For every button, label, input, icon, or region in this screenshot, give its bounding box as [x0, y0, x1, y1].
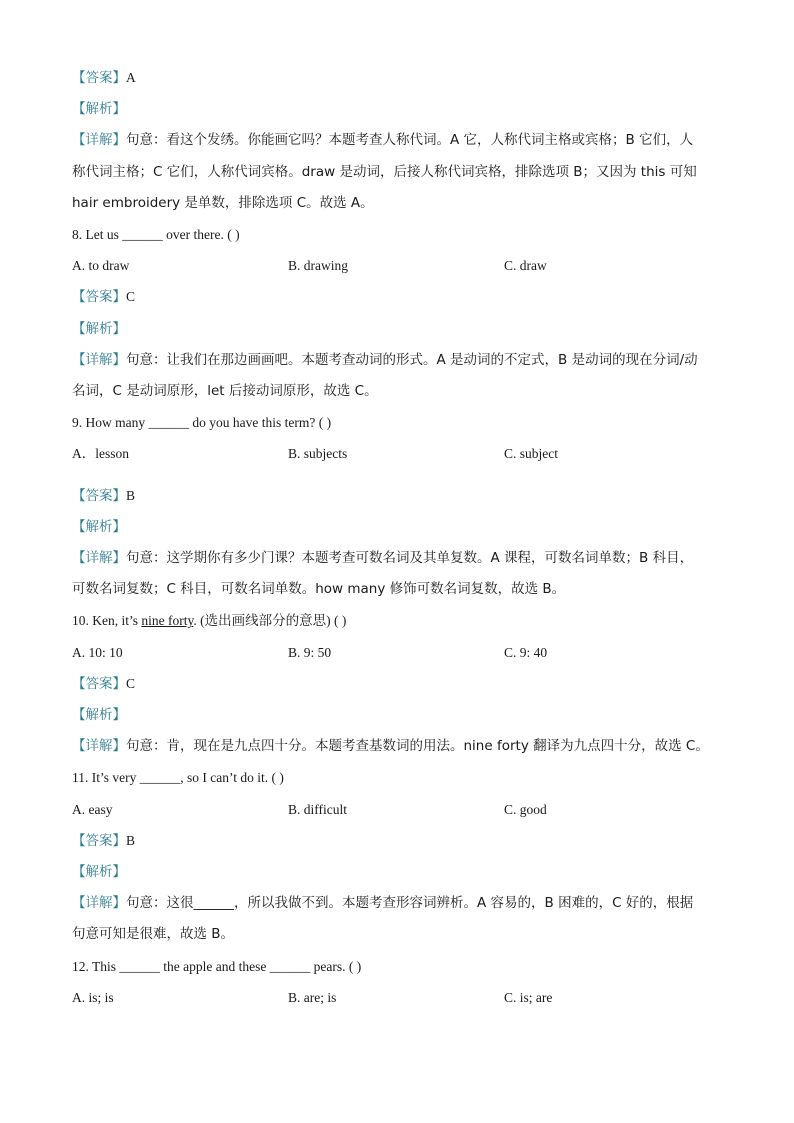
option-c: C. draw — [504, 258, 547, 274]
detail-tag: 【详解】 — [72, 738, 126, 755]
question-stem: 8. Let us ______ over there. ( ) — [72, 227, 240, 243]
option-row — [72, 637, 732, 668]
option-b: B. drawing — [288, 258, 348, 274]
detail-line — [72, 125, 732, 156]
stem-prefix: 10. Ken, it’s — [72, 613, 142, 629]
question-stem: 11. It’s very ______, so I can’t do it. ( ) — [72, 770, 284, 786]
answer-value: A — [126, 70, 136, 85]
analysis-line — [72, 314, 732, 345]
detail-tag: 【详解】 — [72, 132, 126, 149]
analysis-tag: 【解析】 — [72, 320, 126, 337]
detail-text: 句意：肯，现在是九点四十分。本题考查基数词的用法。nine forty 翻译为九点四十分，故选 C。 — [126, 738, 709, 755]
analysis-line — [72, 700, 732, 731]
option-b: B. are; is — [288, 989, 337, 1005]
answer-line — [72, 825, 732, 857]
answer-value: C — [126, 289, 136, 305]
detail-line — [72, 731, 732, 762]
detail-line — [72, 888, 732, 919]
detail-line — [72, 345, 732, 376]
detail-text: 句意：让我们在那边画画吧。本题考查动词的形式。A 是动词的不定式，B 是动词的现在分词/动 — [126, 351, 698, 368]
question-stem: 12. This ______ the apple and these ______ pears. ( ) — [72, 958, 362, 974]
answer-tag: 【答案】 — [72, 675, 126, 692]
detail-text: hair embroidery 是单数，排除选项 C。故选 A。 — [72, 194, 374, 211]
detail-tag: 【详解】 — [72, 895, 126, 912]
underlined-phrase: nine forty — [141, 613, 194, 629]
option-a: A. 10: 10 — [72, 644, 123, 660]
analysis-line — [72, 857, 732, 888]
answer-line — [72, 480, 732, 512]
option-row — [72, 982, 732, 1013]
option-b: B. difficult — [288, 801, 347, 817]
option-c: C. is; are — [504, 989, 553, 1005]
option-row — [72, 794, 732, 825]
analysis-tag: 【解析】 — [72, 864, 126, 881]
question-stem — [72, 605, 732, 636]
answer-value: C — [126, 675, 136, 691]
option-row — [72, 438, 732, 469]
analysis-line — [72, 512, 732, 543]
detail-text: 句意：看这个发绣。你能画它吗？本题考查人称代词。A 它，人称代词主格或宾格；B 它们，人 — [126, 132, 694, 149]
option-c: C. good — [504, 801, 547, 817]
detail-text: 句意：这很______，所以我做不到。本题考查形容词辨析。A 容易的，B 困难的，C 好的，根据 — [126, 895, 694, 912]
option-c: C. 9: 40 — [504, 644, 548, 660]
answer-line — [72, 668, 732, 700]
analysis-tag: 【解析】 — [72, 707, 126, 724]
option-a: A. is; is — [72, 989, 114, 1005]
detail-text: 句意可知是很难，故选 B。 — [72, 926, 235, 943]
answer-value: B — [126, 487, 136, 503]
answer-tag: 【答案】 — [72, 487, 126, 504]
question-stem: 9. How many ______ do you have this term? ( ) — [72, 415, 332, 431]
analysis-line — [72, 94, 732, 125]
detail-text: 名词，C 是动词原形，let 后接动词原形，故选 C。 — [72, 383, 378, 400]
document-page — [72, 62, 732, 1013]
option-row — [72, 250, 732, 281]
analysis-tag: 【解析】 — [72, 518, 126, 535]
detail-text: 句意：这学期你有多少门课？本题考查可数名词及其单复数。A 课程，可数名词单数；B 科目， — [126, 550, 694, 567]
answer-tag: 【答案】 — [72, 70, 126, 86]
detail-tag: 【详解】 — [72, 351, 126, 368]
option-b: B. subjects — [288, 446, 348, 462]
detail-text: 称代词主格；C 它们，人称代词宾格。draw 是动词，后接人称代词宾格，排除选项 B；又因为 this 可知 — [72, 163, 697, 180]
answer-line — [72, 281, 732, 313]
answer-tag: 【答案】 — [72, 832, 126, 849]
detail-line — [72, 543, 732, 574]
answer-line — [72, 62, 732, 94]
detail-text: 可数名词复数；C 科目，可数名词单数。how many 修饰可数名词复数，故选 B。 — [72, 581, 566, 598]
option-a: A. easy — [72, 801, 113, 817]
option-a: A. to draw — [72, 258, 130, 274]
detail-tag: 【详解】 — [72, 550, 126, 567]
option-c: C. subject — [504, 446, 558, 462]
analysis-tag: 【解析】 — [72, 101, 126, 118]
option-a: A．lesson — [72, 446, 129, 462]
answer-tag: 【答案】 — [72, 289, 126, 306]
stem-suffix: . (选出画线部分的意思) ( ) — [193, 613, 347, 629]
answer-value: B — [126, 832, 136, 848]
option-b: B. 9: 50 — [288, 644, 332, 660]
